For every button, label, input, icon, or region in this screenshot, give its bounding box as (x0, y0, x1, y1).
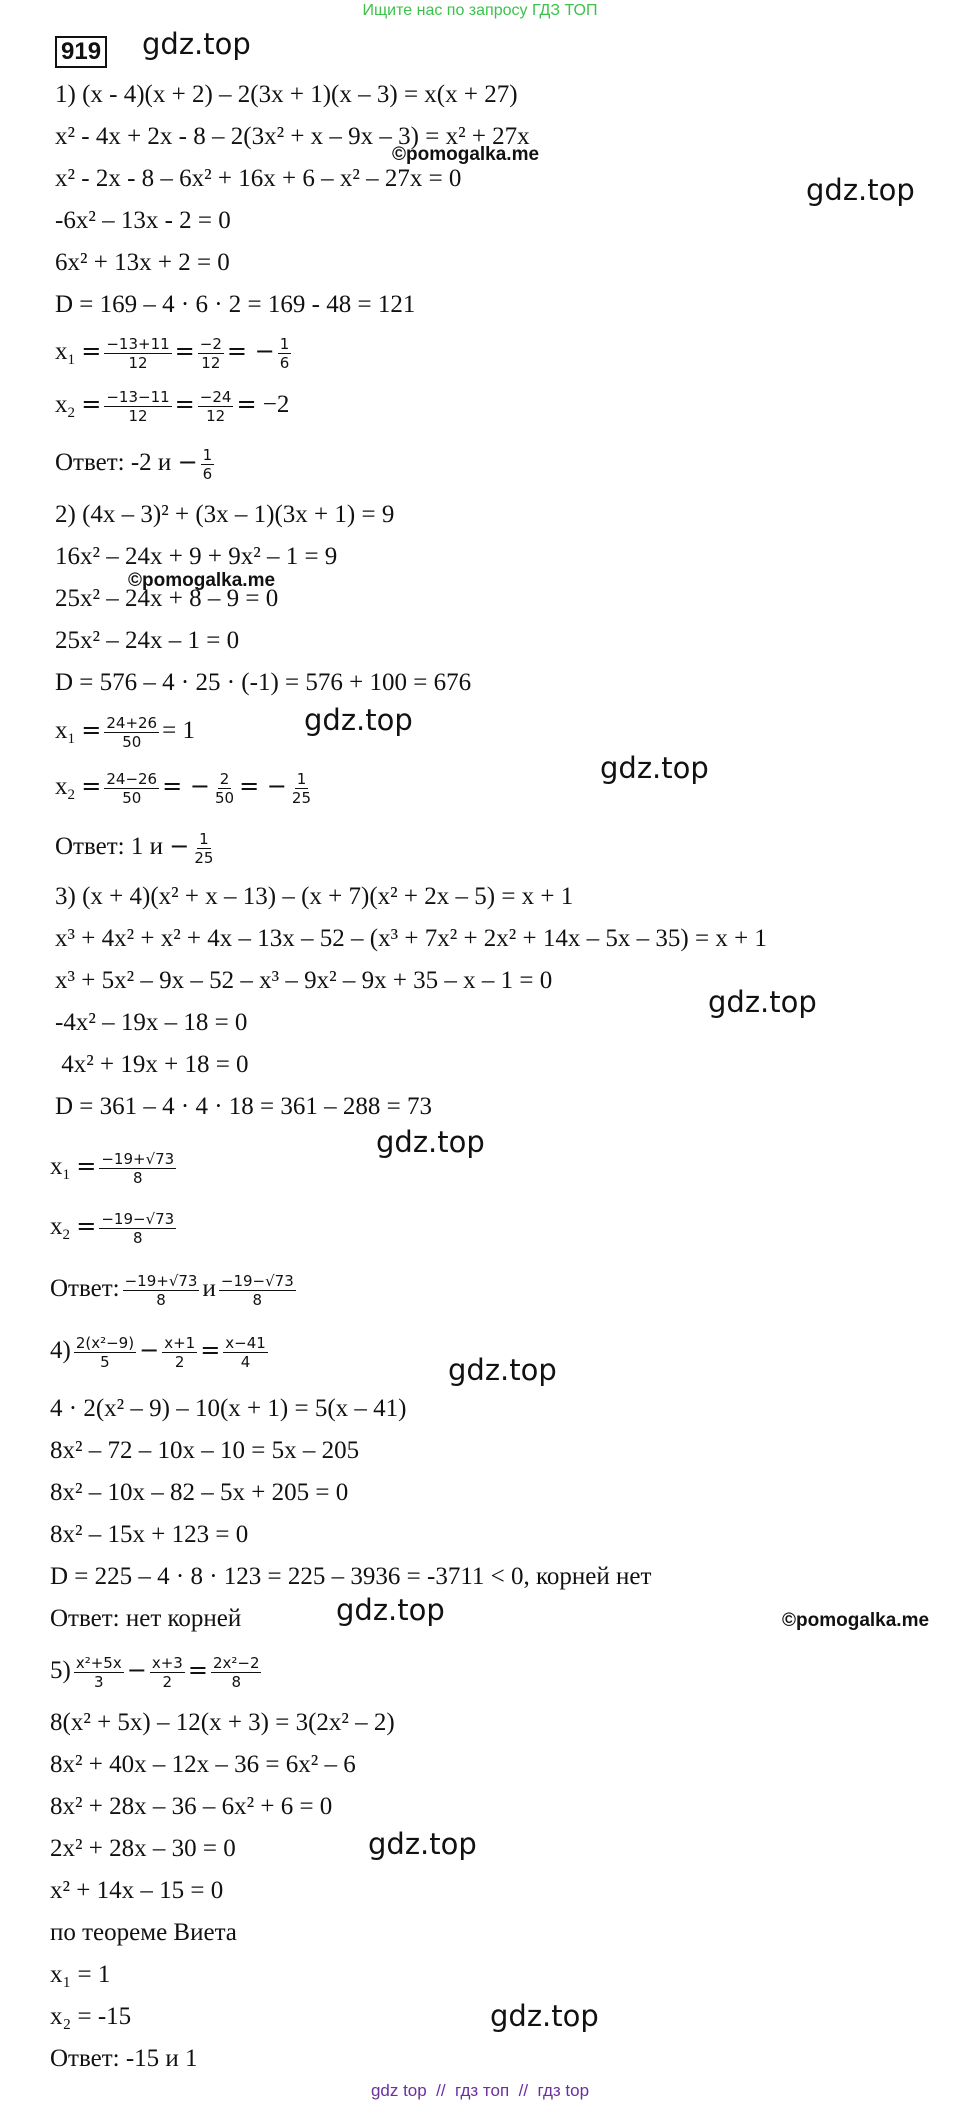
p1-step-2: x² - 4x + 2x - 8 – 2(3x² + x – 9x – 3) = x² + 27x (55, 123, 530, 150)
p1-answer: Ответ: -2 и − $\frac{1}{6}$ (55, 446, 213, 483)
p2-step-4: 25x² – 24x – 1 = 0 (55, 627, 240, 654)
p2-root-1: $x_1$ = $\frac{24+26}{50}$ = 1 (55, 714, 195, 751)
p3-answer: Ответ: $\frac{-19+√73}{8}$ и $\frac{-19-√73}{8}$ (50, 1272, 294, 1309)
p2-step-2: 16x² – 24x + 9 + 9x² – 1 = 9 (55, 543, 338, 570)
p1-step-4: -6x² – 13x - 2 = 0 (55, 207, 231, 234)
p3-root-2: $x_2$ = $\frac{-19-√73}{8}$ (50, 1210, 175, 1247)
pomogalka-watermark: ©pomogalka.me (128, 570, 276, 591)
p2-step-3: 25x² – 24x + 8 – 9 = 0 (55, 585, 279, 612)
p3-step-5: 4x² + 19x + 18 = 0 (55, 1051, 249, 1078)
p5-step-3: 8x² + 40x – 12x – 36 = 6x² – 6 (50, 1751, 356, 1778)
p2-answer: Ответ: 1 и − $\frac{1}{25}$ (55, 830, 214, 867)
p1-discriminant: D = 169 – 4 · 6 · 2 = 169 - 48 = 121 (55, 291, 416, 318)
p2-root-2: $x_2$ = $\frac{24-26}{50}$ = − $\frac{2}{50}$ = − $\frac{1}{25}$ (55, 770, 312, 807)
gdz-watermark: gdz.top (376, 1125, 485, 1159)
p4-step-4: 8x² – 10x – 82 – 5x + 205 = 0 (50, 1479, 349, 1506)
p1-step-3: x² - 2x - 8 – 6x² + 16x + 6 – x² – 27x = 0 (55, 165, 462, 192)
p1-root-2: $x_2$ = $\frac{-13-11}{12}$ = $\frac{-24}{12}$ = −2 (55, 388, 290, 425)
p2-discriminant: D = 576 – 4 · 25 · (-1) = 576 + 100 = 676 (55, 669, 472, 696)
p1-step-5: 6x² + 13x + 2 = 0 (55, 249, 230, 276)
p5-vieta-note: по теореме Виета (50, 1919, 237, 1946)
gdz-watermark: gdz.top (600, 751, 709, 785)
gdz-watermark: gdz.top (490, 1999, 599, 2033)
p5-root-2: x₂ = -15 (50, 2003, 132, 2030)
p4-equation: 4) $\frac{\text{2(x²−9)}}{5}$ − $\frac{x+1}{2}$ = $\frac{x-41}{4}$ (50, 1334, 266, 1371)
gdz-watermark: gdz.top (368, 1827, 477, 1861)
problem-number: 919 (55, 36, 107, 68)
p5-step-6: x² + 14x – 15 = 0 (50, 1877, 224, 1904)
p3-discriminant: D = 361 – 4 · 4 · 18 = 361 – 288 = 73 (55, 1093, 433, 1120)
gdz-watermark: gdz.top (336, 1593, 445, 1627)
pomogalka-watermark: ©pomogalka.me (782, 1610, 930, 1631)
p3-step-2: x³ + 4x² + x² + 4x – 13x – 52 – (x³ + 7x² + 2x² + 14x – 5x – 35) = x + 1 (55, 925, 767, 952)
p4-answer: Ответ: нет корней (50, 1605, 242, 1632)
p5-step-2: 8(x² + 5x) – 12(x + 3) = 3(2x² – 2) (50, 1709, 395, 1736)
p4-step-5: 8x² – 15x + 123 = 0 (50, 1521, 249, 1548)
footer-links[interactable]: gdz top // гдз топ // гдз top (370, 2081, 590, 2100)
p5-equation: 5) $\frac{\text{x²+5x}}{3}$ − $\frac{x+3}{2}$ = $\frac{\text{2x²−2}}{8}$ (50, 1654, 260, 1691)
gdz-watermark: gdz.top (806, 173, 915, 207)
search-banner[interactable]: Ищите нас по запросу ГДЗ ТОП (362, 2, 598, 19)
pomogalka-watermark: ©pomogalka.me (392, 144, 540, 165)
p3-root-1: $x_1$ = $\frac{-19+√73}{8}$ (50, 1150, 175, 1187)
gdz-watermark: gdz.top (304, 703, 413, 737)
p4-discriminant: D = 225 – 4 · 8 · 123 = 225 – 3936 = -3711 < 0, корней нет (50, 1563, 652, 1590)
p3-step-4: -4x² – 19x – 18 = 0 (55, 1009, 248, 1036)
p5-step-4: 8x² + 28x – 36 – 6x² + 6 = 0 (50, 1793, 333, 1820)
p1-root-1: $x_1$ = $\frac{-13+11}{12}$ = $\frac{-2}{12}$ = − $\frac{1}{6}$ (55, 335, 290, 372)
p4-step-2: 4 · 2(x² – 9) – 10(x + 1) = 5(x – 41) (50, 1395, 407, 1422)
p4-step-3: 8x² – 72 – 10x – 10 = 5x – 205 (50, 1437, 360, 1464)
p2-equation: 2) (4x – 3)² + (3x – 1)(3x + 1) = 9 (55, 501, 395, 528)
p5-answer: Ответ: -15 и 1 (50, 2045, 198, 2072)
p3-equation: 3) (x + 4)(x² + x – 13) – (x + 7)(x² + 2x – 5) = x + 1 (55, 883, 574, 910)
gdz-watermark: gdz.top (708, 985, 817, 1019)
gdz-watermark: gdz.top (448, 1353, 557, 1387)
p5-step-5: 2x² + 28x – 30 = 0 (50, 1835, 236, 1862)
p3-step-3: x³ + 5x² – 9x – 52 – x³ – 9x² – 9x + 35 – x – 1 = 0 (55, 967, 553, 994)
p1-equation: 1) (x - 4)(x + 2) – 2(3x + 1)(x – 3) = x(x + 27) (55, 81, 518, 108)
p5-root-1: x₁ = 1 (50, 1961, 111, 1988)
gdz-watermark: gdz.top (142, 27, 251, 61)
